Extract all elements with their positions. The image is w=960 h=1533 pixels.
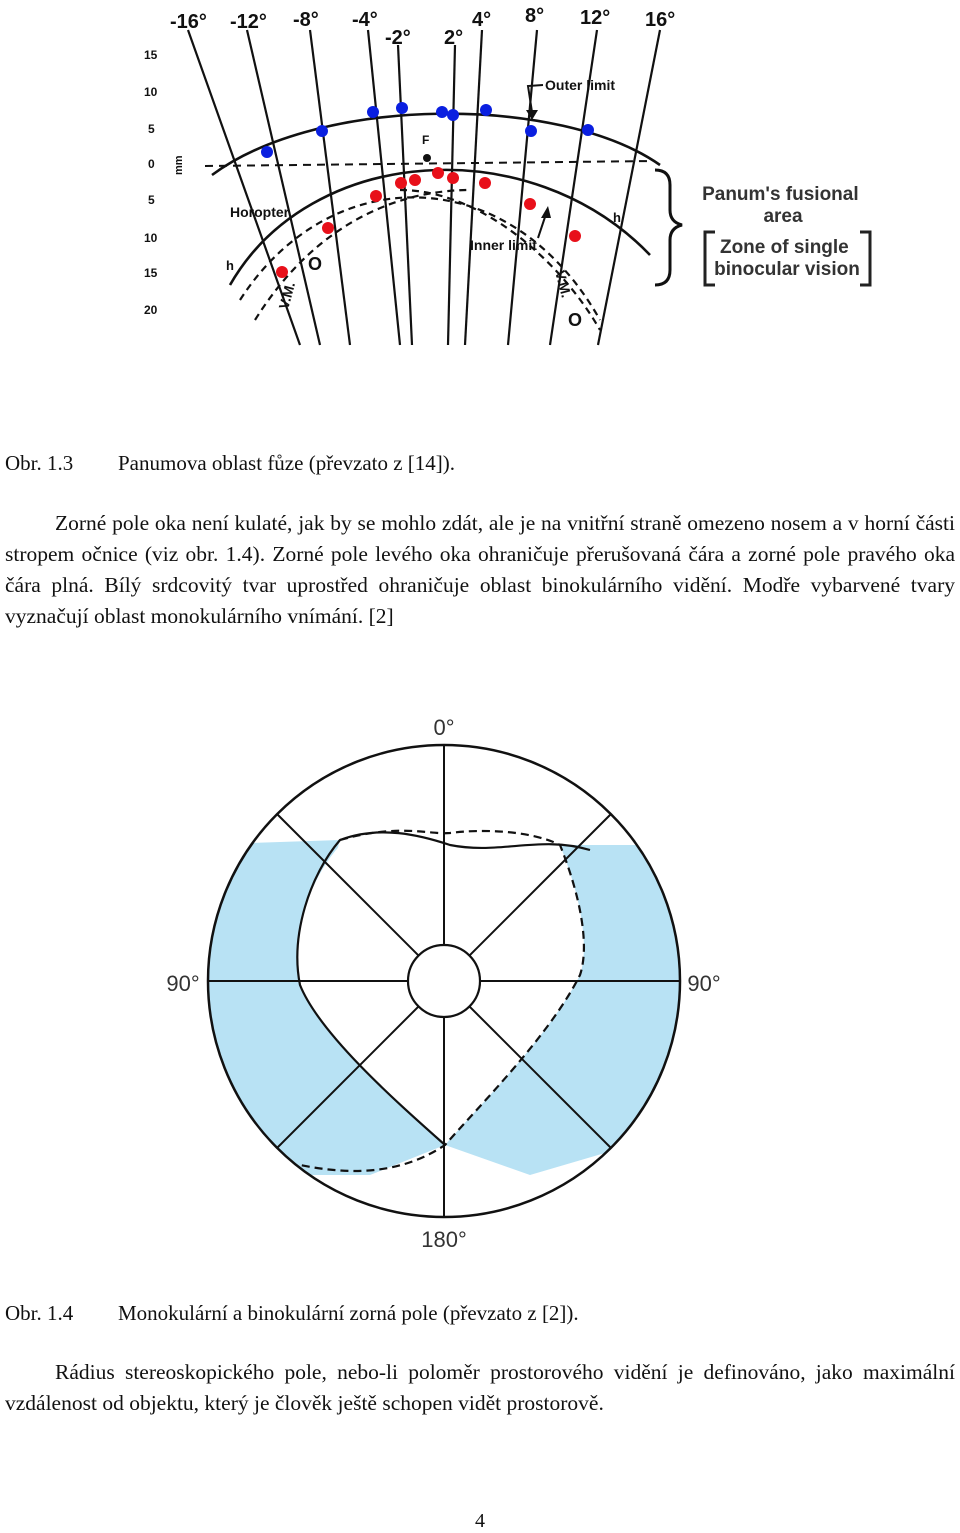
inner-point (524, 198, 536, 210)
zero-dashed-line (205, 161, 655, 166)
outer-point (447, 109, 459, 121)
outer-point (525, 125, 537, 137)
mm-tick: 15 (144, 266, 158, 280)
inner-limit-label: Inner limit (470, 237, 537, 253)
mm-tick: 5 (148, 122, 155, 136)
paragraph-text: Rádius stereoskopického pole, nebo-li poloměr prostorového vidění je definováno, jako maximální vzdálenost od objektu, který je člověk ještě schopen vidět prostorově. (5, 1360, 955, 1415)
vm-mark-right: V.M. (552, 268, 575, 300)
mm-tick: 20 (144, 303, 158, 317)
page-number: 4 (475, 1510, 485, 1532)
angle-label: -4° (352, 9, 378, 31)
angle-label: -12° (230, 11, 267, 33)
inner-point (432, 167, 444, 179)
outer-point (261, 146, 273, 158)
caption-number: Obr. 1.4 (5, 1301, 74, 1325)
inner-point (409, 174, 421, 186)
o-mark-left: O (308, 254, 323, 274)
paragraph-visual-field (5, 508, 955, 632)
inner-point (447, 172, 459, 184)
inner-point (569, 230, 581, 242)
fixation-point (423, 154, 431, 162)
angle-label: 2° (444, 27, 464, 49)
caption-text: Monokulární a binokulární zorná pole (převzato z [2]). (118, 1301, 579, 1325)
figure-caption-1 (5, 451, 455, 476)
inner-point (479, 177, 491, 189)
caption-number: Obr. 1.3 (5, 451, 74, 475)
figure-caption-2 (5, 1301, 579, 1326)
angle-label: -16° (170, 11, 207, 33)
h-mark-right: h (613, 210, 621, 225)
center-circle (408, 945, 480, 1017)
f-mark: F (422, 133, 430, 147)
mm-unit: mm (173, 155, 185, 175)
caption-text: Panumova oblast fůze (převzato z [14]). (118, 451, 456, 475)
horopter-label: Horopter (230, 204, 290, 220)
mm-tick: 0 (148, 157, 155, 171)
inner-point (395, 177, 407, 189)
outer-point (436, 106, 448, 118)
label-90-degrees-left: 90° (166, 971, 200, 996)
mm-tick: 10 (144, 231, 158, 245)
inner-point (370, 190, 382, 202)
mm-scale (144, 48, 185, 317)
label-90-degrees-right: 90° (687, 971, 721, 996)
mm-tick: 5 (148, 193, 155, 207)
panum-figure (130, 0, 890, 360)
outer-limit-label: Outer limit (545, 77, 616, 93)
inner-limit-arrowhead (541, 206, 551, 218)
angle-label: 4° (472, 9, 492, 31)
angle-label: -2° (385, 27, 411, 49)
angle-label: 8° (525, 5, 545, 27)
visual-field-figure (150, 705, 750, 1265)
outer-point (480, 104, 492, 116)
paragraph-text: Zorné pole oka není kulaté, jak by se mohlo zdát, ale je na vnitřní straně omezeno nosem a v horní části stropem očnice (viz obr. 1.4). Zorné pole levého oka ohraničuje přerušovaná čára a zorné pole pravého oka čára plná. Bílý srdcovitý tvar uprostřed ohraničuje oblast binokulárního vidění. Modře vybarvené tvary vyznačují oblast monokulárního vnímání. [2] (5, 511, 955, 628)
vm-mark-left: V.M. (275, 280, 299, 311)
inner-point (322, 222, 334, 234)
h-mark-left: h (226, 258, 234, 273)
brace-icon (655, 170, 682, 285)
angle-label: -8° (293, 9, 319, 31)
panum-title: Panum's fusional area (702, 184, 859, 227)
outer-point (316, 125, 328, 137)
o-mark-right: O (568, 310, 583, 330)
mm-tick: 15 (144, 48, 158, 62)
angle-label: 16° (645, 9, 676, 31)
label-0-degrees: 0° (433, 715, 455, 740)
outer-point (367, 106, 379, 118)
mm-tick: 10 (144, 85, 158, 99)
zone-title: Zone of single binocular vision (714, 237, 860, 280)
angle-labels (170, 5, 675, 49)
label-180-degrees: 180° (421, 1227, 467, 1252)
square-bracket-right-icon (860, 232, 870, 285)
inner-point (276, 266, 288, 278)
angle-label: 12° (580, 7, 611, 29)
outer-point (582, 124, 594, 136)
paragraph-stereo-radius (5, 1357, 955, 1419)
outer-point (396, 102, 408, 114)
